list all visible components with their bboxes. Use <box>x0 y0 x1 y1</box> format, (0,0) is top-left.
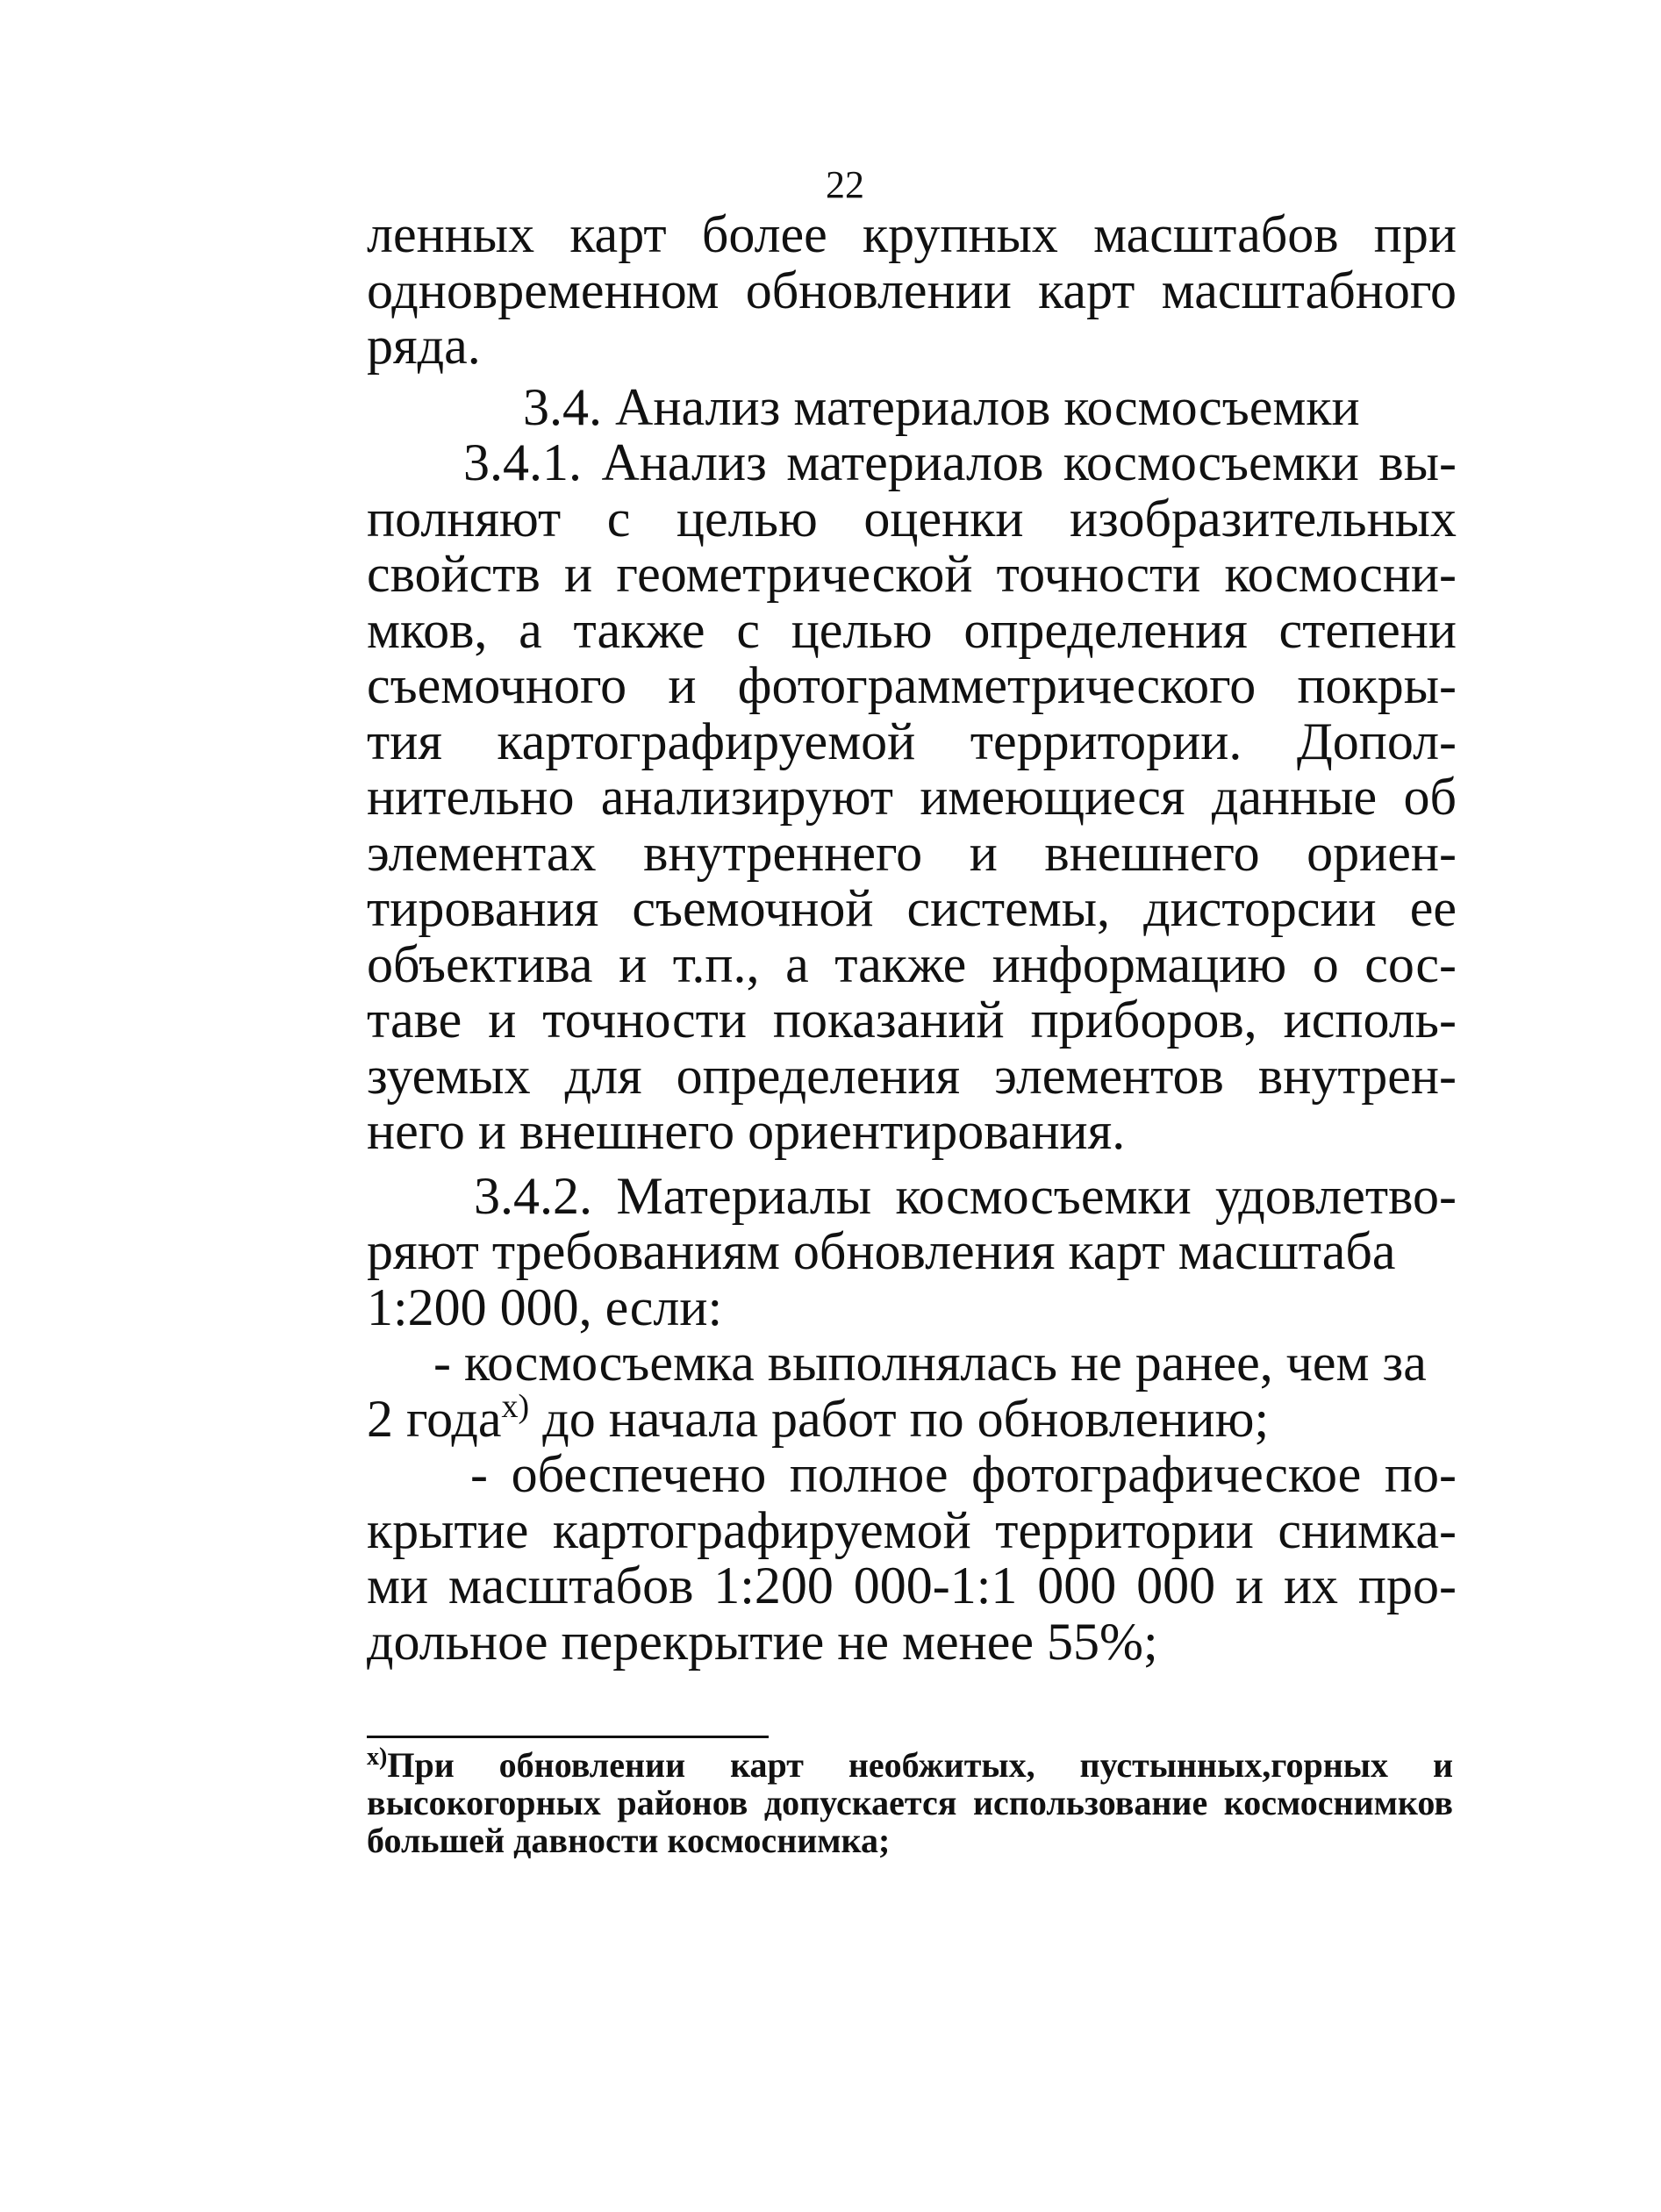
text-line: крытие картографируемой территории снимка- <box>367 1500 1457 1559</box>
text-line: 1:200 000, если: <box>367 1278 723 1336</box>
main-text <box>367 207 1457 1670</box>
text-line: одновременном обновлении карт масштабного <box>367 261 1457 319</box>
text-line: него и внешнего ориентирования. <box>367 1102 1126 1160</box>
paragraph-3-4-1 <box>367 435 1457 1160</box>
text-line: таве и точности показаний приборов, исполь- <box>367 991 1457 1049</box>
text-line: съемочного и фотограмметрического покры- <box>367 656 1457 714</box>
footnote-line: большей давности космоснимка; <box>367 1821 891 1860</box>
text-line: объектива и т.п., а также информацию о сос- <box>367 934 1457 993</box>
text-line: тирования съемочной системы, дисторсии ее <box>367 879 1457 937</box>
footnote-mark: x) <box>367 1743 388 1771</box>
text-line: ми масштабов 1:200 000-1:1 000 000 и их про- <box>367 1557 1457 1614</box>
text-line <box>367 1387 1457 1448</box>
footnote-reference: x) <box>501 1387 530 1425</box>
text-line: 3.4.2. Материалы космосъемки удовлетво- <box>474 1166 1457 1225</box>
section-heading: 3.4. Анализ материалов космосъемки <box>523 377 1360 436</box>
text-line: мков, а также с целью определения степени <box>367 600 1457 659</box>
text-line: элементах внутреннего и внешнего ориен- <box>367 823 1457 882</box>
bullet-item-1 <box>367 1335 1457 1447</box>
text-line: зуемых для определения элементов внутрен- <box>367 1046 1457 1105</box>
footnote-line: высокогорных районов допускается использование космоснимков <box>367 1783 1453 1822</box>
footnote-separator <box>367 1736 769 1738</box>
text-line: ряют требованиям обновления карт масштаба <box>367 1222 1396 1280</box>
bullet-item-2 <box>367 1447 1457 1670</box>
text-line: свойств и геометрической точности космосни- <box>367 545 1457 603</box>
text-line: - космосъемка выполнялась не ранее, чем за <box>433 1334 1427 1392</box>
text-line: нительно анализируют имеющиеся данные об <box>367 768 1457 826</box>
text-line: 3.4.1. Анализ материалов космосъемки вы- <box>463 433 1457 491</box>
text-line: тия картографируемой территории. Допол- <box>367 712 1457 770</box>
footnote <box>367 1743 1453 1860</box>
text-line: - обеспечено полное фотографическое по- <box>470 1445 1457 1503</box>
text-fragment: до начала работ по обновлению; <box>529 1389 1270 1448</box>
page-number: 22 <box>826 163 864 206</box>
text-line: дольное перекрытие не менее 55%; <box>367 1612 1158 1671</box>
text-line: ленных карт более крупных масштабов при <box>367 205 1457 263</box>
footnote-line <box>367 1743 1453 1785</box>
paragraph-3-4-2 <box>367 1166 1457 1336</box>
text-fragment: При обновлении карт необжитых, пустынных,горных и <box>387 1745 1453 1785</box>
text-line: полняют с целью оценки изобразительных <box>367 489 1457 548</box>
text-line: ряда. <box>367 317 481 375</box>
text-fragment: 2 года <box>367 1389 502 1448</box>
